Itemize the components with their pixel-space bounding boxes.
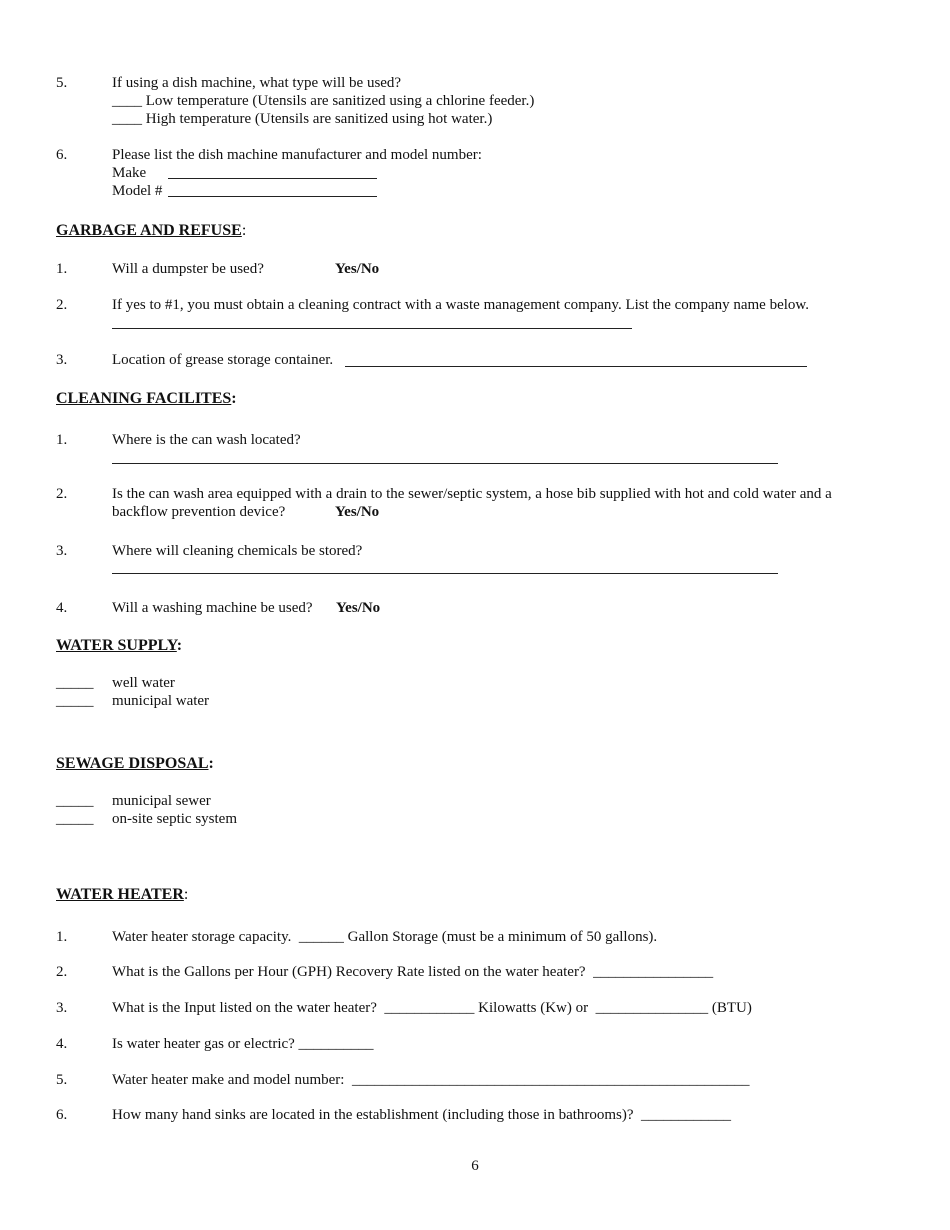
chemical-storage-question: Where will cleaning chemicals be stored? <box>112 543 363 559</box>
question-number: 6. <box>56 147 68 163</box>
model-blank-line[interactable] <box>168 196 377 197</box>
section-heading-garbage: GARBAGE AND REFUSE: <box>56 222 247 239</box>
high-temp-option[interactable]: ____ High temperature (Utensils are sanitized using hot water.) <box>112 111 493 127</box>
heater-fuel-question[interactable]: Is water heater gas or electric? __________ <box>112 1036 374 1052</box>
municipal-sewer-label: municipal sewer <box>112 793 211 809</box>
section-heading-cleaning: CLEANING FACILITES: <box>56 390 237 407</box>
chemical-storage-blank-line[interactable] <box>112 573 778 574</box>
can-wash-equipment-question: Is the can wash area equipped with a drain to the sewer/septic system, a hose bib supplied with hot and cold water and a <box>112 486 832 502</box>
cleaning-contract-question: If yes to #1, you must obtain a cleaning contract with a waste management company. List the company name below. <box>112 297 810 313</box>
low-temp-option[interactable]: ____ Low temperature (Utensils are sanitized using a chlorine feeder.) <box>112 93 535 109</box>
dish-type-question: If using a dish machine, what type will be used? <box>112 75 402 91</box>
dumpster-question: Will a dumpster be used? <box>112 261 264 277</box>
municipal-sewer-checkbox-blank[interactable]: _____ <box>56 793 94 809</box>
company-name-blank-line[interactable] <box>112 328 632 329</box>
question-number: 6. <box>56 1107 68 1123</box>
municipal-water-label: municipal water <box>112 693 210 709</box>
can-wash-equipment-question-cont: backflow prevention device? <box>112 504 286 520</box>
question-number: 3. <box>56 1000 68 1016</box>
well-water-label: well water <box>112 675 175 691</box>
question-number: 5. <box>56 75 68 91</box>
dish-manufacturer-question: Please list the dish machine manufacturer and model number: <box>112 147 482 163</box>
washing-machine-question: Will a washing machine be used? <box>112 600 313 616</box>
heater-recovery-rate-question[interactable]: What is the Gallons per Hour (GPH) Recovery Rate listed on the water heater? ________________ <box>112 964 714 980</box>
section-heading-sewage: SEWAGE DISPOSAL: <box>56 755 214 772</box>
question-number: 2. <box>56 486 68 502</box>
can-wash-blank-line[interactable] <box>112 463 778 464</box>
question-number: 5. <box>56 1072 68 1088</box>
question-number: 1. <box>56 432 68 448</box>
question-number: 3. <box>56 352 68 368</box>
municipal-water-checkbox-blank[interactable]: _____ <box>56 693 94 709</box>
question-number: 4. <box>56 600 68 616</box>
heater-capacity-question[interactable]: Water heater storage capacity. ______ Gallon Storage (must be a minimum of 50 gallons). <box>112 929 658 945</box>
hand-sinks-question[interactable]: How many hand sinks are located in the establishment (including those in bathrooms)? ____________ <box>112 1107 732 1123</box>
question-number: 1. <box>56 929 68 945</box>
section-heading-water-supply: WATER SUPPLY: <box>56 637 183 654</box>
septic-system-label: on-site septic system <box>112 811 237 827</box>
dumpster-yes-no[interactable]: Yes/No <box>335 261 380 277</box>
make-blank-line[interactable] <box>168 178 377 179</box>
question-number: 4. <box>56 1036 68 1052</box>
model-label: Model # <box>112 183 163 199</box>
section-heading-water-heater: WATER HEATER: <box>56 886 189 903</box>
septic-system-checkbox-blank[interactable]: _____ <box>56 811 94 827</box>
question-number: 2. <box>56 297 68 313</box>
grease-storage-question: Location of grease storage container. <box>112 352 334 368</box>
washing-machine-yes-no[interactable]: Yes/No <box>336 600 381 616</box>
question-number: 1. <box>56 261 68 277</box>
can-wash-location-question: Where is the can wash located? <box>112 432 301 448</box>
page-number: 6 <box>471 1158 479 1174</box>
grease-location-blank-line[interactable] <box>345 366 807 367</box>
question-number: 2. <box>56 964 68 980</box>
well-water-checkbox-blank[interactable]: _____ <box>56 675 94 691</box>
question-number: 3. <box>56 543 68 559</box>
make-label: Make <box>112 165 147 181</box>
heater-make-model-question[interactable]: Water heater make and model number: _____________________________________________________ <box>112 1072 750 1088</box>
can-wash-yes-no[interactable]: Yes/No <box>335 504 380 520</box>
heater-input-question[interactable]: What is the Input listed on the water heater? ____________ Kilowatts (Kw) or _______________ (BTU) <box>112 1000 752 1016</box>
